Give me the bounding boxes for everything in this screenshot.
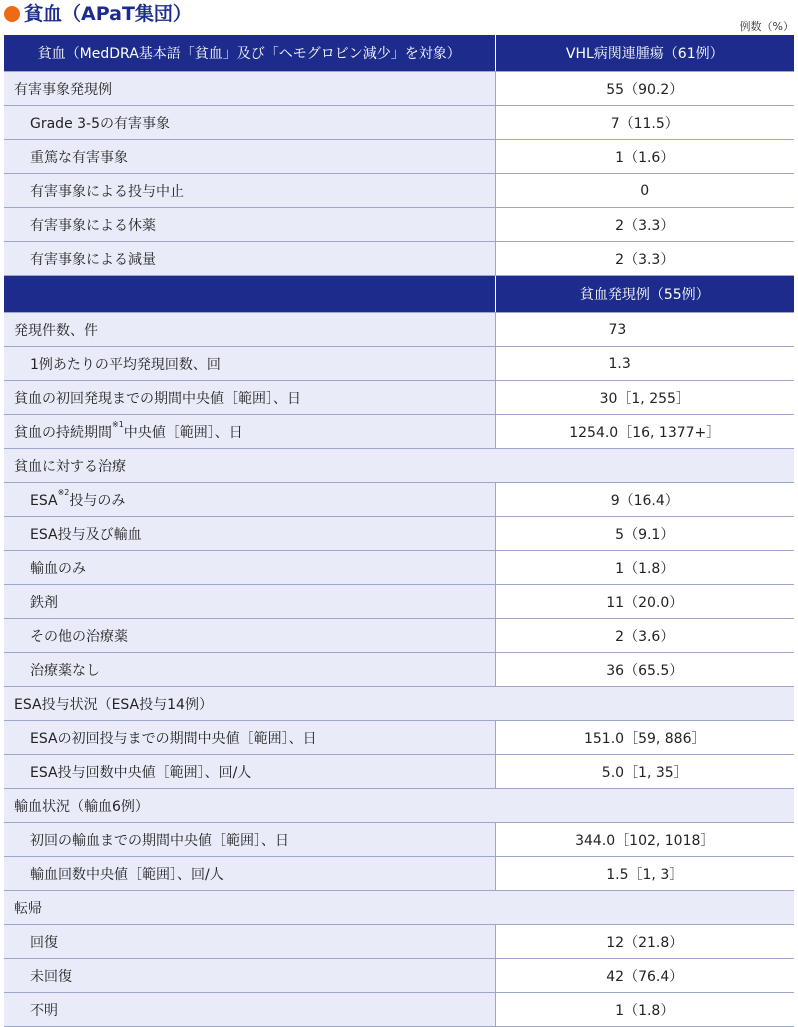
table-row [4, 653, 794, 687]
row-value: 5（9.1） [495, 517, 794, 551]
row-label: ESA投与回数中央値［範囲］、回/人 [4, 755, 495, 789]
row-value: 55（90.2） [495, 72, 794, 106]
row-label: 鉄剤 [4, 585, 495, 619]
section-row [4, 687, 794, 721]
row-value: 1254.0［16, 1377+］ [495, 415, 794, 449]
label-part: ESA [30, 492, 58, 509]
row-value: 7（11.5） [495, 106, 794, 140]
row-value: 2（3.3） [495, 208, 794, 242]
subheader-row [4, 276, 794, 313]
row-value: 36（65.5） [495, 653, 794, 687]
section-label: 輸血状況（輸血6例） [4, 789, 794, 823]
row-label: 治療薬なし [4, 653, 495, 687]
table-row [4, 823, 794, 857]
section-row [4, 449, 794, 483]
row-value: 1（1.8） [495, 993, 794, 1027]
table-row [4, 72, 794, 106]
label-part: 投与のみ [69, 492, 126, 509]
row-label: 未回復 [4, 959, 495, 993]
table-row [4, 208, 794, 242]
section-row [4, 891, 794, 925]
subheader-right: 貧血発現例（55例） [495, 276, 794, 313]
row-label: 輸血回数中央値［範囲］、回/人 [4, 857, 495, 891]
footnote-marker: ※2 [57, 487, 70, 497]
row-value: 0 [495, 174, 794, 208]
row-value: 1（1.8） [495, 551, 794, 585]
table-row [4, 551, 794, 585]
row-label [4, 415, 495, 449]
table-row [4, 925, 794, 959]
row-value: 30［1, 255］ [495, 381, 794, 415]
bullet-dot-icon [4, 6, 20, 22]
footnote-marker: ※1 [112, 419, 124, 429]
row-value: 5.0［1, 35］ [495, 755, 794, 789]
row-label: 不明 [4, 993, 495, 1027]
title-row [0, 0, 798, 34]
label-part: 中央値［範囲］、日 [123, 424, 243, 441]
table-row [4, 857, 794, 891]
anemia-table [4, 35, 794, 1027]
row-label: 重篤な有害事象 [4, 140, 495, 174]
row-value: 1（1.6） [495, 140, 794, 174]
table-row [4, 517, 794, 551]
row-label: Grade 3-5の有害事象 [4, 106, 495, 140]
table-row [4, 415, 794, 449]
table-row [4, 959, 794, 993]
header-left: 貧血（MedDRA基本語「貧血」及び「ヘモグロビン減少」を対象） [4, 35, 495, 72]
label-part: 貧血の持続期間 [14, 424, 112, 441]
row-value: 1.5［1, 3］ [495, 857, 794, 891]
table-row [4, 721, 794, 755]
table-row [4, 174, 794, 208]
row-value: 9（16.4） [495, 483, 794, 517]
row-value: 1.3 [495, 347, 794, 381]
row-label: 1例あたりの平均発現回数、回 [4, 347, 495, 381]
row-label: 有害事象発現例 [4, 72, 495, 106]
row-value: 151.0［59, 886］ [495, 721, 794, 755]
section-label: ESA投与状況（ESA投与14例） [4, 687, 794, 721]
row-value: 2（3.3） [495, 242, 794, 276]
row-label: 有害事象による休薬 [4, 208, 495, 242]
row-label: 有害事象による減量 [4, 242, 495, 276]
table-row [4, 755, 794, 789]
header-right: VHL病関連腫瘍（61例） [495, 35, 794, 72]
row-label: 発現件数、件 [4, 313, 495, 347]
table-row [4, 106, 794, 140]
row-label: ESAの初回投与までの期間中央値［範囲］、日 [4, 721, 495, 755]
row-value: 344.0［102, 1018］ [495, 823, 794, 857]
row-value: 2（3.6） [495, 619, 794, 653]
row-label: 有害事象による投与中止 [4, 174, 495, 208]
subheader-left [4, 276, 495, 313]
table-row [4, 140, 794, 174]
table-row [4, 619, 794, 653]
row-label: ESA投与及び輸血 [4, 517, 495, 551]
table-row [4, 347, 794, 381]
row-label [4, 483, 495, 517]
table-row [4, 585, 794, 619]
row-label: その他の治療薬 [4, 619, 495, 653]
section-label: 転帰 [4, 891, 794, 925]
table-row [4, 242, 794, 276]
row-label: 初回の輸血までの期間中央値［範囲］、日 [4, 823, 495, 857]
table-row [4, 381, 794, 415]
row-value: 11（20.0） [495, 585, 794, 619]
row-label: 回復 [4, 925, 495, 959]
table-row [4, 483, 794, 517]
unit-note: 例数（%） [739, 20, 794, 33]
section-label: 貧血に対する治療 [4, 449, 794, 483]
table-header [4, 35, 794, 72]
row-value: 73 [495, 313, 794, 347]
table-row [4, 993, 794, 1027]
row-value: 42（76.4） [495, 959, 794, 993]
table-row [4, 313, 794, 347]
row-value: 12（21.8） [495, 925, 794, 959]
page-title: 貧血（APaT集団） [24, 3, 192, 25]
row-label: 輸血のみ [4, 551, 495, 585]
row-label: 貧血の初回発現までの期間中央値［範囲］、日 [4, 381, 495, 415]
section-row [4, 789, 794, 823]
